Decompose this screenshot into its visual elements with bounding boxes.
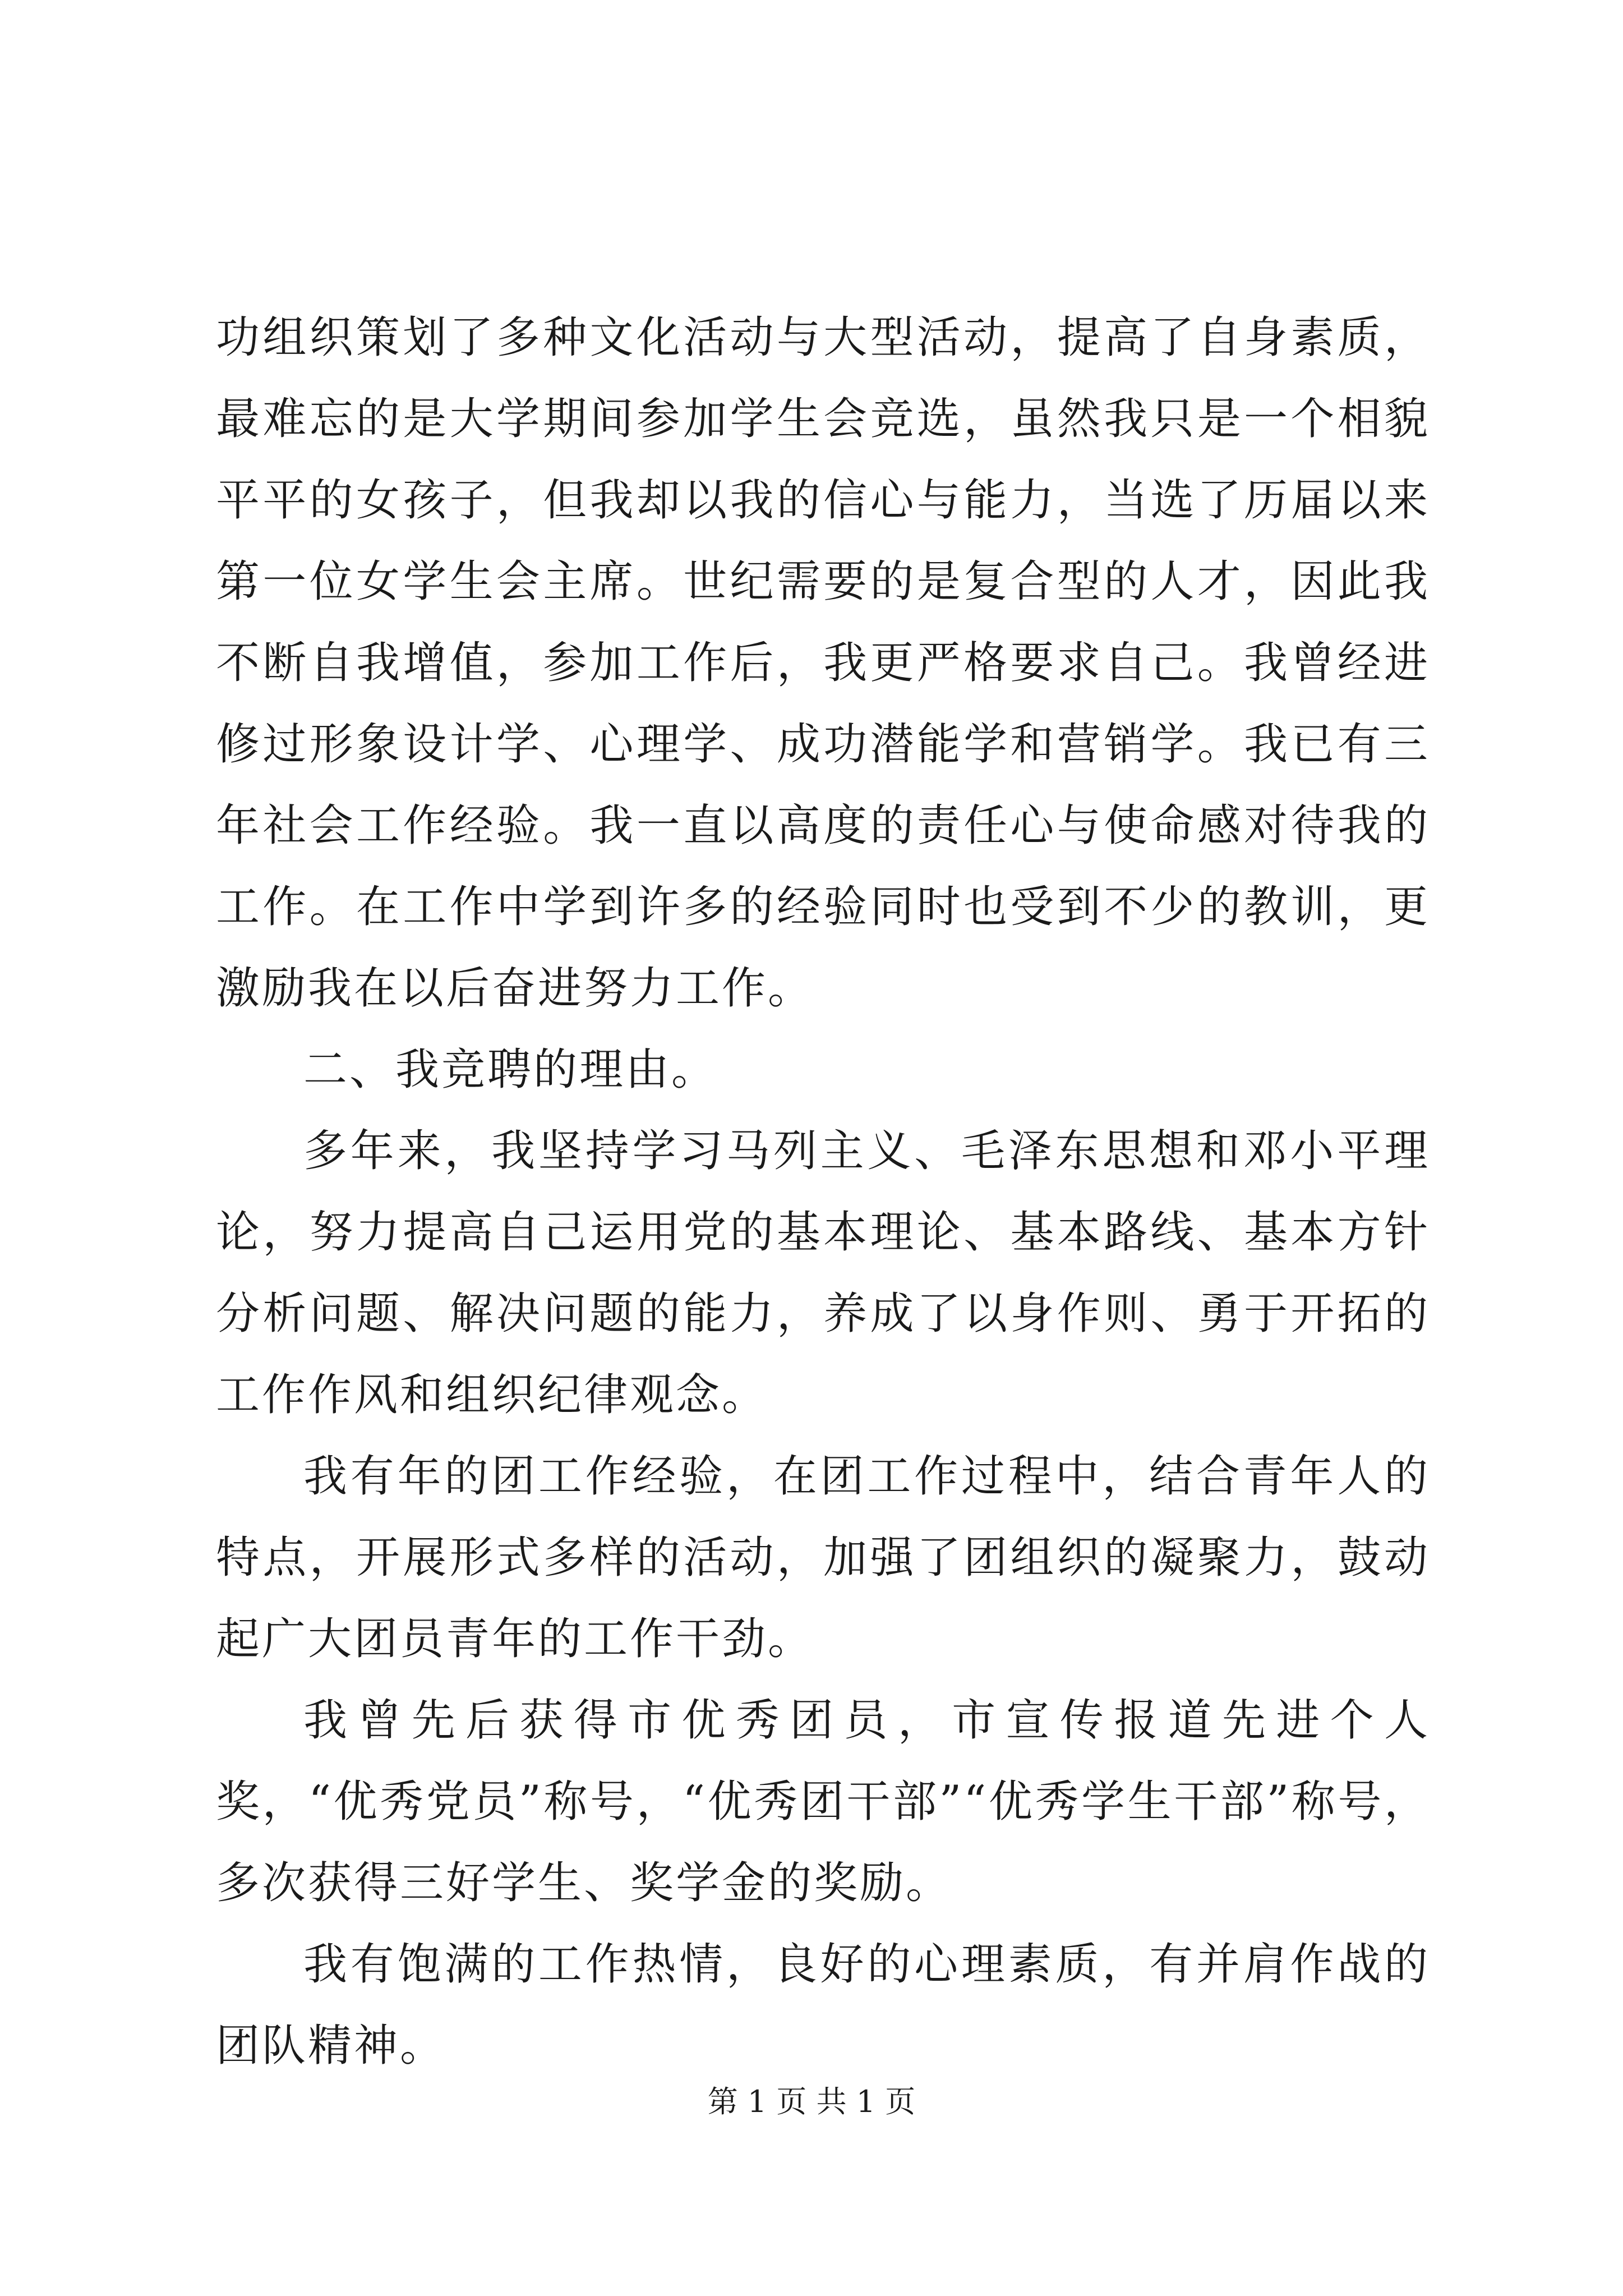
page-footer: 第 1 页 共 1 页 xyxy=(707,2084,916,2119)
paragraph: 多年来，我坚持学习马列主义、毛泽东思想和邓小平理论，努力提高自己运用党的基本理论、基本路线、基本方针分析问题、解决问题的能力，养成了以身作则、勇于开拓的工作作风和组织纪律观念。 xyxy=(216,1126,1430,1420)
section-heading: 二、我竞聘的理由。 xyxy=(303,1045,718,1095)
document-body xyxy=(216,297,1430,2087)
paragraph: 我有饱满的工作热情，良好的心理素质，有并肩作战的团队精神。 xyxy=(216,1939,1430,2071)
paragraph-continuation: 功组织策划了多种文化活动与大型活动，提高了自身素质，最难忘的是大学期间参加学生会竞选，虽然我只是一个相貌平平的女孩子，但我却以我的信心与能力，当选了历届以来第一位女学生会主席。世纪需要的是复合型的人才，因此我不断自我增值，参加工作后，我更严格要求自己。我曾经进修过形象设计学、心理学、成功潜能学和营销学。我已有三年社会工作经验。我一直以高度的责任心与使命感对待我的工作。在工作中学到许多的经验同时也受到不少的教训，更激励我在以后奋进努力工作。 xyxy=(216,312,1430,1014)
paragraph: 我曾先后获得市优秀团员，市宣传报道先进个人奖，“优秀党员”称号，“优秀团干部”“优秀学生干部”称号，多次获得三好学生、奖学金的奖励。 xyxy=(216,1695,1430,1908)
paragraph: 我有年的团工作经验，在团工作过程中，结合青年人的特点，开展形式多样的活动，加强了团组织的凝聚力，鼓动起广大团员青年的工作干劲。 xyxy=(216,1451,1430,1664)
